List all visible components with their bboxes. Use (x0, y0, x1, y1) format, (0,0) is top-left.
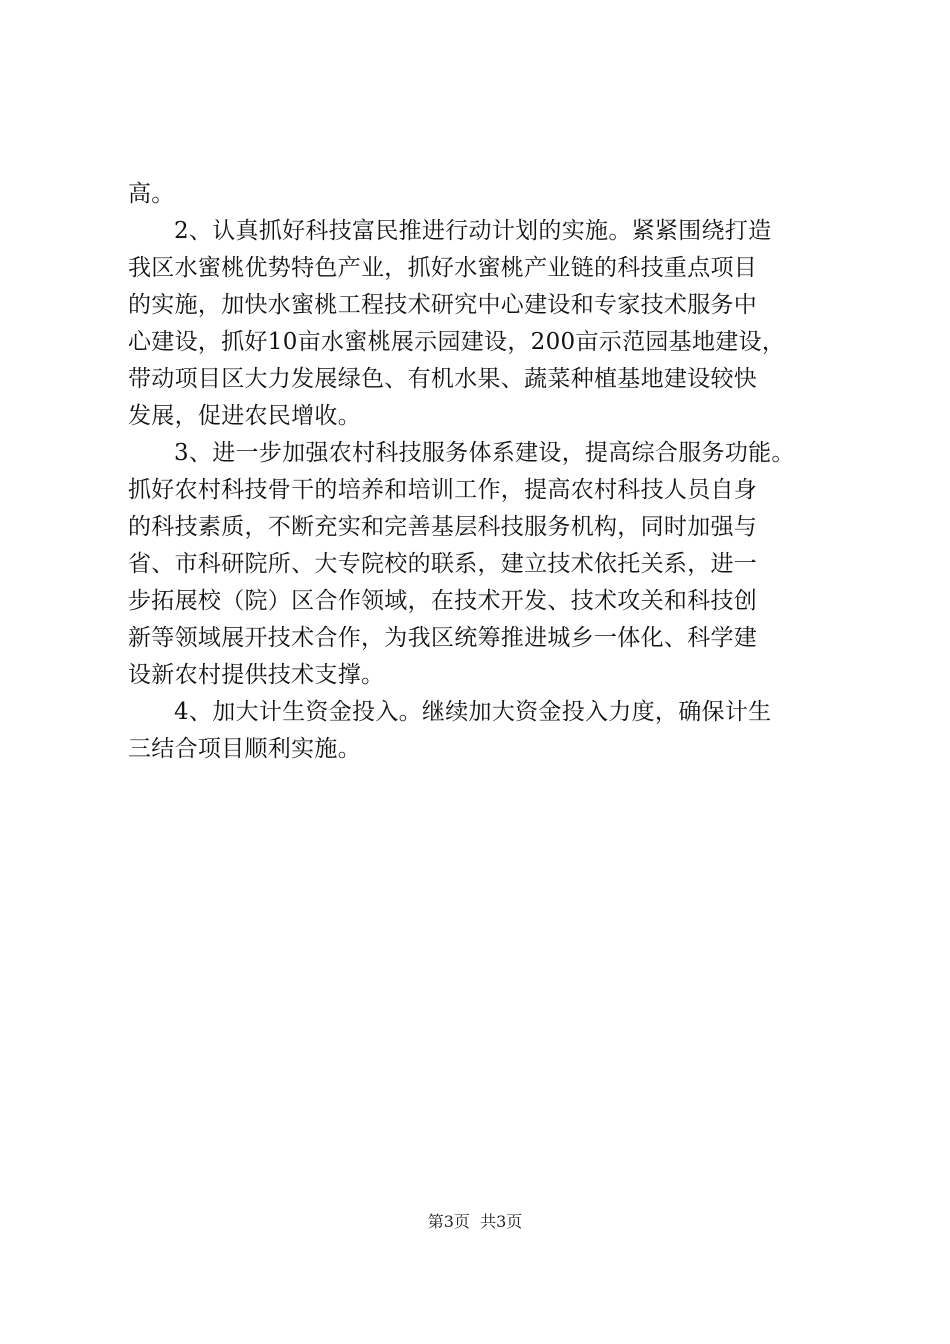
text-line: 的实施，加快水蜜桃工程技术研究中心建设和专家技术服务中 (128, 292, 758, 318)
text-line: 的科技素质，不断充实和完善基层科技服务机构，同时加强与 (128, 514, 758, 540)
text-line: 步拓展校（院）区合作领域，在技术开发、技术攻关和科技创 (128, 588, 758, 614)
text-line: 心建设，抓好10亩水蜜桃展示园建设，200亩示范园基地建设， (128, 329, 786, 355)
text-line: 省、市科研院所、大专院校的联系，建立技术依托关系，进一 (128, 551, 758, 577)
paragraph-3-line: 3、进一步加强农村科技服务体系建设，提高综合服务功能。 (174, 440, 795, 466)
text-line: 设新农村提供技术支撑。 (128, 662, 385, 688)
document-body (128, 176, 848, 768)
paragraph-4-line: 4、加大计生资金投入。继续加大资金投入力度，确保计生 (174, 699, 772, 725)
text-line: 我区水蜜桃优势特色产业，抓好水蜜桃产业链的科技重点项目 (128, 255, 758, 281)
text-line: 发展，促进农民增收。 (128, 403, 361, 429)
text-line: 带动项目区大力发展绿色、有机水果、蔬菜种植基地建设较快 (128, 366, 758, 392)
text-line: 抓好农村科技骨干的培养和培训工作，提高农村科技人员自身 (128, 477, 758, 503)
page-number: 第3页 共3页 (427, 1212, 523, 1231)
text-line: 高。 (128, 181, 175, 207)
text-line: 新等领域展开技术合作，为我区统筹推进城乡一体化、科学建 (128, 625, 758, 651)
page-footer (0, 1212, 950, 1232)
paragraph-2-line: 2、认真抓好科技富民推进行动计划的实施。紧紧围绕打造 (174, 218, 772, 244)
text-line: 三结合项目顺利实施。 (128, 736, 361, 762)
